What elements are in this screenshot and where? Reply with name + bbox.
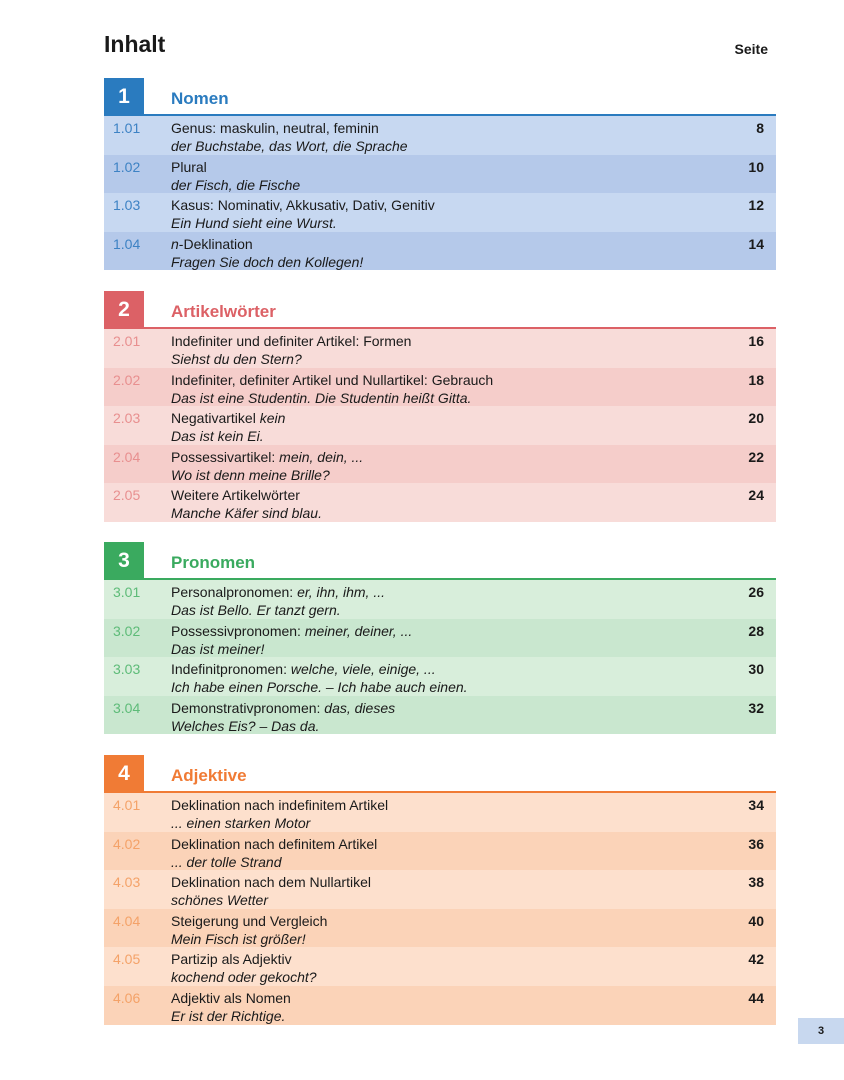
entry-example: Siehst du den Stern? bbox=[171, 351, 302, 367]
section-header bbox=[104, 78, 776, 116]
entry-page-number: 28 bbox=[748, 622, 764, 639]
entry-topic bbox=[171, 333, 411, 350]
section-nomen bbox=[104, 78, 776, 270]
topic-text: Steigerung und Vergleich bbox=[171, 912, 328, 929]
topic-text: Kasus: Nominativ, Akkusativ, Dativ, Genitiv bbox=[171, 197, 435, 214]
section-number-badge: 3 bbox=[104, 542, 144, 580]
entry-page-number: 32 bbox=[748, 699, 764, 716]
entry-page-number: 44 bbox=[748, 989, 764, 1006]
entry-example: ... einen starken Motor bbox=[171, 815, 311, 831]
topic-text: welche, viele, einige, ... bbox=[290, 661, 436, 678]
section-pronomen bbox=[104, 542, 776, 734]
topic-text: er, ihn, ihm, ... bbox=[297, 584, 386, 600]
topic-text: Deklination nach definitem Artikel bbox=[171, 835, 378, 852]
entry-topic bbox=[171, 913, 327, 930]
toc-entry[interactable] bbox=[104, 986, 776, 1025]
entry-example: der Fisch, die Fische bbox=[171, 176, 301, 193]
page-title: Inhalt bbox=[104, 31, 166, 57]
entry-page-number: 24 bbox=[748, 487, 764, 504]
entry-example: Das ist eine Studentin. Die Studentin heißt Gitta. bbox=[171, 389, 472, 406]
topic-text: mein, dein, ... bbox=[279, 448, 364, 465]
topic-text: Genus: maskulin, neutral, feminin bbox=[171, 120, 379, 136]
entry-example: Ich habe einen Porsche. – Ich habe auch einen. bbox=[171, 679, 468, 696]
entry-example: Fragen Sie doch den Kollegen! bbox=[171, 253, 364, 270]
entry-topic bbox=[171, 584, 385, 601]
section-header bbox=[104, 542, 776, 580]
topic-text: Negativartikel bbox=[171, 410, 260, 427]
entry-number: 3.02 bbox=[113, 622, 141, 639]
section-title: Pronomen bbox=[171, 553, 256, 572]
entry-topic bbox=[171, 836, 377, 853]
entry-page-number: 18 bbox=[748, 371, 764, 388]
section-header bbox=[104, 755, 776, 793]
page-number: 3 bbox=[798, 1018, 844, 1044]
entry-page-number: 12 bbox=[748, 197, 764, 214]
topic-text: Indefiniter und definiter Artikel: Formen bbox=[171, 333, 412, 349]
entry-topic bbox=[171, 236, 253, 253]
entry-number: 4.05 bbox=[113, 951, 141, 968]
section-number-badge: 4 bbox=[104, 755, 144, 793]
entry-topic bbox=[171, 197, 435, 214]
entry-number: 1.04 bbox=[113, 235, 141, 252]
topic-text: n bbox=[171, 235, 179, 252]
entry-number: 4.02 bbox=[113, 835, 141, 852]
entry-number: 2.04 bbox=[113, 448, 141, 465]
topic-text: Possessivpronomen: bbox=[171, 622, 305, 639]
entry-example: Manche Käfer sind blau. bbox=[171, 505, 322, 522]
entry-example: Er ist der Richtige. bbox=[171, 1007, 286, 1024]
section-adjektive bbox=[104, 755, 776, 1025]
section-title: Nomen bbox=[171, 89, 229, 108]
entry-example: Welches Eis? – Das da. bbox=[171, 717, 320, 734]
entry-example: der Buchstabe, das Wort, die Sprache bbox=[171, 138, 408, 154]
entry-topic bbox=[171, 990, 291, 1007]
toc-entry[interactable] bbox=[104, 909, 776, 948]
entry-page-number: 36 bbox=[748, 835, 764, 852]
entry-page-number: 16 bbox=[748, 333, 764, 349]
toc-entry[interactable] bbox=[104, 406, 776, 445]
entry-page-number: 22 bbox=[748, 448, 764, 465]
entry-example: schönes Wetter bbox=[171, 892, 269, 909]
entry-page-number: 42 bbox=[748, 951, 764, 968]
entry-number: 3.04 bbox=[113, 699, 141, 716]
entry-number: 4.03 bbox=[113, 874, 141, 891]
entry-example: Ein Hund sieht eine Wurst. bbox=[171, 215, 337, 232]
section-artikelwoerter bbox=[104, 291, 776, 522]
entry-page-number: 40 bbox=[748, 912, 764, 929]
section-number-badge: 1 bbox=[104, 78, 144, 116]
topic-text: Partizip als Adjektiv bbox=[171, 951, 292, 968]
entry-number: 4.06 bbox=[113, 989, 141, 1006]
entry-page-number: 14 bbox=[748, 235, 764, 252]
toc-entry[interactable] bbox=[104, 870, 776, 909]
toc-entry[interactable] bbox=[104, 232, 776, 271]
toc-entry[interactable] bbox=[104, 193, 776, 232]
topic-text: Weitere Artikelwörter bbox=[171, 487, 300, 504]
entry-page-number: 34 bbox=[748, 797, 764, 813]
section-title: Artikelwörter bbox=[171, 302, 276, 321]
topic-text: kein bbox=[259, 410, 286, 427]
toc-entry[interactable] bbox=[104, 619, 776, 658]
topic-text: Possessivartikel: bbox=[171, 448, 280, 465]
entry-topic bbox=[171, 159, 207, 176]
toc-entry[interactable] bbox=[104, 368, 776, 407]
entry-example: Das ist meiner! bbox=[171, 640, 265, 657]
toc-entry[interactable] bbox=[104, 947, 776, 986]
page-column-header: Seite bbox=[734, 41, 768, 57]
topic-text: -Deklination bbox=[178, 235, 253, 252]
entry-page-number: 8 bbox=[756, 120, 764, 136]
entry-number: 2.03 bbox=[113, 410, 141, 427]
entry-number: 2.01 bbox=[113, 333, 141, 349]
entry-page-number: 38 bbox=[748, 874, 764, 891]
topic-text: Personalpronomen: bbox=[171, 584, 298, 600]
toc-entry[interactable] bbox=[104, 580, 776, 619]
entry-topic bbox=[171, 661, 436, 678]
toc-entry[interactable] bbox=[104, 696, 776, 735]
entry-topic bbox=[171, 951, 292, 968]
topic-text: Plural bbox=[171, 158, 207, 175]
toc-entry[interactable] bbox=[104, 155, 776, 194]
entry-number: 1.01 bbox=[113, 120, 141, 136]
entry-example: Das ist Bello. Er tanzt gern. bbox=[171, 602, 341, 618]
toc-entry[interactable] bbox=[104, 793, 776, 832]
toc-entry[interactable] bbox=[104, 116, 776, 155]
entry-number: 3.03 bbox=[113, 661, 141, 678]
entry-page-number: 20 bbox=[748, 410, 764, 427]
entry-number: 1.02 bbox=[113, 158, 141, 175]
entry-topic bbox=[171, 410, 285, 427]
topic-text: Deklination nach indefinitem Artikel bbox=[171, 797, 389, 813]
entry-topic bbox=[171, 700, 395, 717]
entry-number: 4.04 bbox=[113, 912, 141, 929]
toc-entry[interactable] bbox=[104, 657, 776, 696]
entry-example: ... der tolle Strand bbox=[171, 853, 282, 870]
entry-example: kochend oder gekocht? bbox=[171, 969, 317, 986]
entry-number: 2.02 bbox=[113, 371, 141, 388]
entry-number: 1.03 bbox=[113, 197, 141, 214]
toc-entry[interactable] bbox=[104, 329, 776, 368]
section-title: Adjektive bbox=[171, 766, 247, 785]
toc-entry[interactable] bbox=[104, 483, 776, 522]
entry-example: Wo ist denn meine Brille? bbox=[171, 466, 330, 483]
entry-topic bbox=[171, 797, 388, 814]
toc-entry[interactable] bbox=[104, 832, 776, 871]
entry-topic bbox=[171, 372, 493, 389]
entry-page-number: 26 bbox=[748, 584, 764, 600]
section-number-badge: 2 bbox=[104, 291, 144, 329]
entry-example: Mein Fisch ist größer! bbox=[171, 930, 306, 947]
entry-topic bbox=[171, 874, 371, 891]
topic-text: Adjektiv als Nomen bbox=[171, 989, 291, 1006]
topic-text: Indefinitpronomen: bbox=[171, 661, 291, 678]
entry-topic bbox=[171, 623, 412, 640]
topic-text: Indefiniter, definiter Artikel und Nullartikel: Gebrauch bbox=[171, 371, 494, 388]
topic-text: Deklination nach dem Nullartikel bbox=[171, 874, 371, 891]
entry-number: 3.01 bbox=[113, 584, 141, 600]
entry-page-number: 10 bbox=[748, 158, 764, 175]
topic-text: meiner, deiner, ... bbox=[304, 622, 413, 639]
topic-text: Demonstrativpronomen: bbox=[171, 699, 325, 716]
entry-number: 4.01 bbox=[113, 797, 141, 813]
toc-entry[interactable] bbox=[104, 445, 776, 484]
entry-page-number: 30 bbox=[748, 661, 764, 678]
entry-example: Das ist kein Ei. bbox=[171, 428, 264, 445]
entry-topic bbox=[171, 120, 379, 137]
entry-topic bbox=[171, 487, 300, 504]
topic-text: das, dieses bbox=[324, 699, 396, 716]
entry-topic bbox=[171, 449, 363, 466]
section-header bbox=[104, 291, 776, 329]
entry-number: 2.05 bbox=[113, 487, 141, 504]
